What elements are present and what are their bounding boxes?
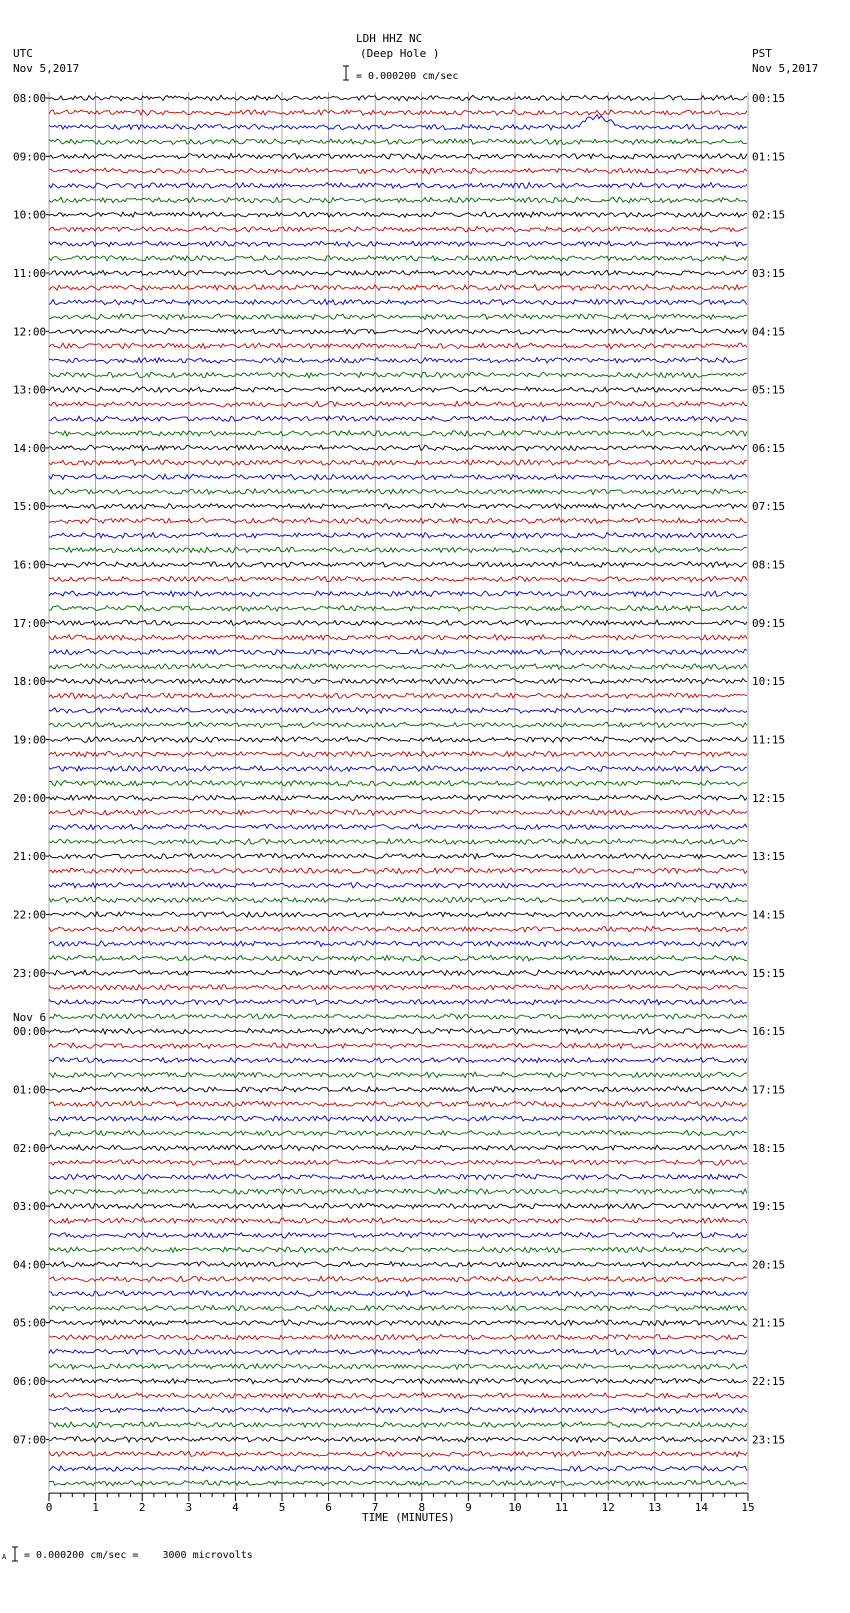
scale-text: = 0.000200 cm/sec <box>356 71 459 82</box>
right-hour-label: 23:15 <box>752 1433 786 1447</box>
right-hour-label: 12:15 <box>752 791 786 805</box>
trace-59 <box>49 955 747 961</box>
trace-46 <box>49 766 747 772</box>
trace-16 <box>49 328 747 334</box>
left-hour-label: 04:00 <box>13 1258 47 1272</box>
x-tick-label: 8 <box>418 1501 426 1515</box>
trace-53 <box>49 868 747 874</box>
left-hour-label: 17:00 <box>13 616 47 630</box>
trace-1 <box>49 110 747 116</box>
trace-38 <box>49 649 747 655</box>
x-tick-label: 1 <box>92 1501 99 1515</box>
x-tick-label: 15 <box>741 1501 755 1515</box>
trace-30 <box>49 533 747 539</box>
trace-65 <box>49 1043 747 1049</box>
right-timezone: PST <box>752 47 772 60</box>
trace-72 <box>49 1145 747 1151</box>
right-hour-label: 21:15 <box>752 1316 786 1330</box>
trace-52 <box>49 853 747 859</box>
left-hour-label: 06:00 <box>13 1375 47 1389</box>
right-hour-label: 02:15 <box>752 208 786 222</box>
left-hour-label: 11:00 <box>13 266 47 280</box>
trace-95 <box>49 1480 747 1486</box>
trace-43 <box>49 722 747 728</box>
trace-55 <box>49 897 747 903</box>
trace-26 <box>49 474 747 480</box>
trace-13 <box>49 285 747 291</box>
left-hour-label: 03:00 <box>13 1200 47 1214</box>
x-tick-label: 5 <box>278 1501 286 1515</box>
left-hour-label: 14:00 <box>13 441 47 455</box>
trace-17 <box>49 343 747 349</box>
right-hour-label: 15:15 <box>752 966 786 980</box>
trace-80 <box>49 1262 747 1268</box>
left-hour-label: 22:00 <box>13 908 47 922</box>
trace-48 <box>49 795 747 801</box>
trace-36 <box>49 620 747 625</box>
trace-88 <box>49 1378 747 1384</box>
trace-10 <box>49 241 747 246</box>
left-hour-label: 19:00 <box>13 733 47 747</box>
trace-23 <box>49 431 747 437</box>
trace-89 <box>49 1393 747 1399</box>
left-hour-label: 13:00 <box>13 383 47 397</box>
x-tick-label: 9 <box>465 1501 472 1515</box>
right-hour-label: 16:15 <box>752 1025 786 1039</box>
left-hour-label: 12:00 <box>13 325 47 339</box>
trace-69 <box>49 1101 747 1107</box>
left-hour-label: 07:00 <box>13 1433 47 1447</box>
trace-35 <box>49 606 747 612</box>
trace-15 <box>49 314 747 320</box>
right-hour-label: 14:15 <box>752 908 786 922</box>
footer-scale-text: = 0.000200 cm/sec = 3000 microvolts <box>24 1550 253 1561</box>
seismic-traces <box>49 95 747 1486</box>
right-hour-label: 19:15 <box>752 1200 786 1214</box>
date-change-label: Nov 6 <box>13 1011 47 1025</box>
left-hour-label: 18:00 <box>13 675 47 689</box>
trace-20 <box>49 387 747 393</box>
x-tick-label: 11 <box>554 1501 569 1515</box>
left-hour-label: 10:00 <box>13 208 47 222</box>
trace-3 <box>49 139 747 145</box>
trace-5 <box>49 168 747 174</box>
left-timezone: UTC <box>13 47 33 60</box>
trace-9 <box>49 227 747 233</box>
x-tick-label: 3 <box>185 1501 193 1515</box>
trace-37 <box>49 635 747 641</box>
trace-87 <box>49 1364 747 1370</box>
right-hour-label: 07:15 <box>752 500 786 514</box>
right-hour-label: 05:15 <box>752 383 786 397</box>
trace-76 <box>49 1203 747 1209</box>
trace-33 <box>49 576 747 582</box>
left-hour-label: 05:00 <box>13 1316 47 1330</box>
trace-81 <box>49 1276 747 1282</box>
right-hour-label: 00:15 <box>752 92 786 105</box>
right-hour-label: 20:15 <box>752 1258 786 1272</box>
trace-73 <box>49 1160 747 1166</box>
left-hour-label: 16:00 <box>13 558 47 572</box>
trace-91 <box>49 1422 747 1428</box>
x-tick-label: 13 <box>648 1501 662 1515</box>
left-hour-label: 09:00 <box>13 150 47 164</box>
trace-45 <box>49 751 747 757</box>
x-tick-label: 14 <box>694 1501 709 1515</box>
trace-67 <box>49 1072 747 1078</box>
trace-4 <box>49 154 747 160</box>
trace-68 <box>49 1087 747 1093</box>
trace-21 <box>49 401 747 407</box>
trace-56 <box>49 912 747 918</box>
x-axis-label: TIME (MINUTES) <box>362 1511 455 1524</box>
trace-39 <box>49 664 747 670</box>
trace-8 <box>49 212 747 218</box>
trace-40 <box>49 678 747 684</box>
trace-44 <box>49 737 747 743</box>
trace-74 <box>49 1174 747 1180</box>
trace-42 <box>49 708 747 714</box>
trace-22 <box>49 416 747 422</box>
left-hour-label: 02:00 <box>13 1141 47 1155</box>
trace-19 <box>49 372 747 378</box>
trace-71 <box>49 1130 747 1136</box>
trace-86 <box>49 1349 747 1355</box>
trace-27 <box>49 489 747 495</box>
trace-78 <box>49 1232 747 1238</box>
right-hour-label: 10:15 <box>752 675 786 689</box>
right-hour-label: 06:15 <box>752 441 786 455</box>
trace-77 <box>49 1218 747 1224</box>
trace-12 <box>49 270 747 275</box>
right-date: Nov 5,2017 <box>752 62 819 75</box>
right-hour-label: 01:15 <box>752 150 786 164</box>
left-hour-label: 21:00 <box>13 850 47 864</box>
trace-79 <box>49 1247 747 1253</box>
trace-28 <box>49 503 747 509</box>
trace-66 <box>49 1058 747 1063</box>
trace-94 <box>49 1466 747 1472</box>
trace-50 <box>49 824 747 830</box>
trace-11 <box>49 256 747 262</box>
right-hour-label: 08:15 <box>752 558 786 572</box>
trace-18 <box>49 358 747 364</box>
right-hour-label: 17:15 <box>752 1083 786 1097</box>
x-tick-label: 10 <box>508 1501 522 1515</box>
left-date: Nov 5,2017 <box>13 62 80 75</box>
x-tick-label: 2 <box>138 1501 146 1515</box>
trace-70 <box>49 1116 747 1122</box>
trace-51 <box>49 839 747 845</box>
trace-49 <box>49 810 747 816</box>
trace-62 <box>49 999 747 1005</box>
x-tick-label: 12 <box>601 1501 615 1515</box>
trace-2 <box>49 115 747 130</box>
trace-58 <box>49 941 747 947</box>
trace-60 <box>49 970 747 976</box>
trace-34 <box>49 591 747 597</box>
trace-29 <box>49 518 747 524</box>
left-hour-label: 15:00 <box>13 500 47 514</box>
right-hour-label: 13:15 <box>752 850 786 864</box>
trace-84 <box>49 1320 747 1326</box>
trace-25 <box>49 460 747 466</box>
right-hour-label: 18:15 <box>752 1141 786 1155</box>
time-axis <box>46 1493 755 1514</box>
left-hour-label: 08:00 <box>13 92 47 105</box>
left-hour-label: 23:00 <box>13 966 47 980</box>
trace-41 <box>49 693 747 699</box>
trace-92 <box>49 1437 747 1443</box>
trace-14 <box>49 299 747 305</box>
trace-93 <box>49 1451 747 1457</box>
trace-31 <box>49 547 747 553</box>
trace-61 <box>49 985 747 991</box>
trace-64 <box>49 1028 747 1034</box>
trace-82 <box>49 1291 747 1297</box>
right-hour-label: 22:15 <box>752 1375 786 1389</box>
trace-57 <box>49 926 747 932</box>
trace-83 <box>49 1305 747 1311</box>
trace-6 <box>49 183 747 189</box>
trace-24 <box>49 445 747 451</box>
x-tick-label: 4 <box>232 1501 239 1515</box>
trace-32 <box>49 562 747 568</box>
trace-90 <box>49 1407 747 1413</box>
left-hour-label: 01:00 <box>13 1083 47 1097</box>
station-title: LDH HHZ NC <box>356 32 423 45</box>
trace-63 <box>49 1014 747 1020</box>
trace-47 <box>49 781 747 787</box>
right-hour-label: 03:15 <box>752 266 786 280</box>
trace-7 <box>49 197 747 203</box>
trace-0 <box>49 95 747 101</box>
left-hour-label: 20:00 <box>13 791 47 805</box>
right-hour-label: 04:15 <box>752 325 786 339</box>
right-hour-label: 11:15 <box>752 733 786 747</box>
station-location: (Deep Hole ) <box>360 47 440 60</box>
right-hour-label: 09:15 <box>752 616 786 630</box>
x-tick-label: 7 <box>371 1501 379 1515</box>
trace-85 <box>49 1335 747 1341</box>
left-hour-label: 00:00 <box>13 1025 47 1039</box>
trace-75 <box>49 1189 747 1194</box>
x-tick-label: 0 <box>45 1501 53 1515</box>
trace-54 <box>49 882 747 888</box>
x-tick-label: 6 <box>325 1501 332 1515</box>
footer-marker: A <box>2 1553 7 1561</box>
